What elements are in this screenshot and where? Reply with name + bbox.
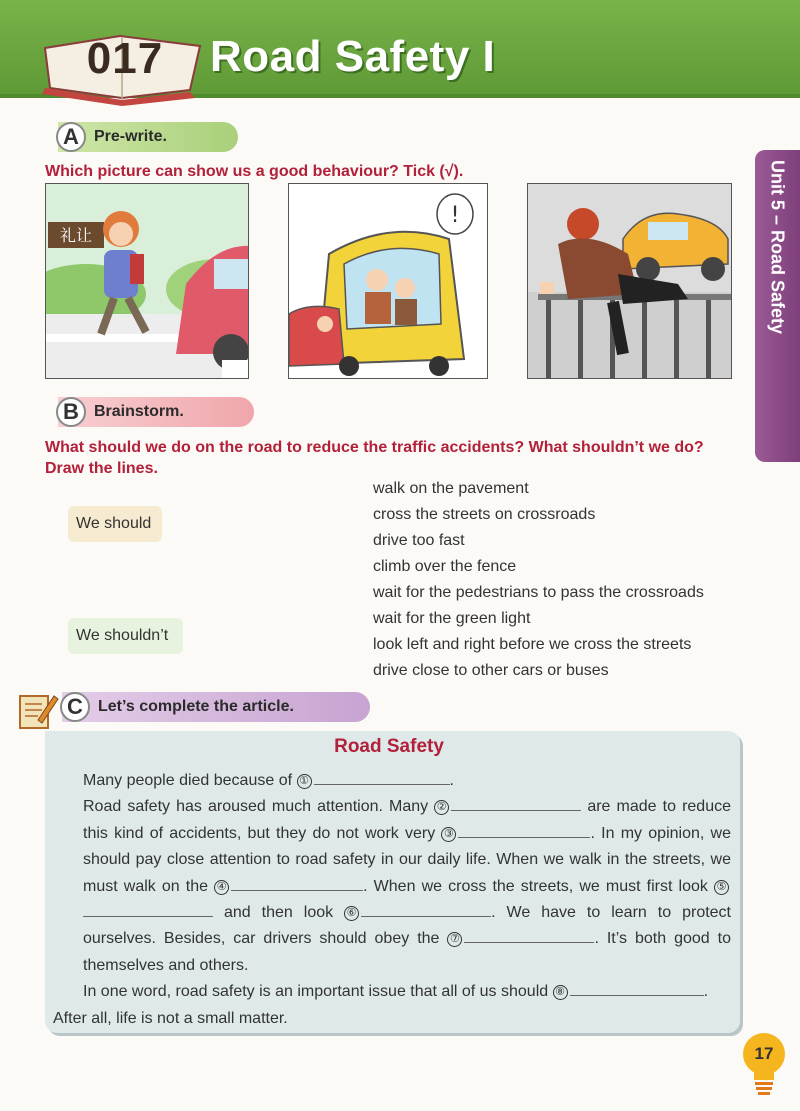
- speech-bubble-text: !: [450, 203, 460, 228]
- picture-bus-close[interactable]: [288, 183, 488, 379]
- sign-text: 礼让: [59, 226, 93, 245]
- picture-girl-crossing[interactable]: [45, 183, 249, 379]
- article-body: [53, 768, 731, 1032]
- article-text: . When we cross the streets, we must first look: [363, 877, 708, 895]
- article-text: . In my opinion, we should pay close attention to road safety in our daily life. When we walk in the streets, we must walk on the: [83, 824, 732, 895]
- action-item[interactable]: wait for the pedestrians to pass the crossroads: [373, 584, 704, 601]
- we-should-box[interactable]: We should: [68, 506, 162, 542]
- article-text: Many people died because of: [83, 772, 293, 789]
- blank-number: ⑦: [447, 932, 462, 947]
- action-item[interactable]: drive close to other cars or buses: [373, 662, 609, 679]
- blank-8-input[interactable]: [570, 979, 704, 996]
- section-a-letter: A: [56, 122, 86, 152]
- blank-number: ⑤: [714, 880, 729, 895]
- page-number: 17: [754, 1044, 774, 1063]
- article-text: . We have to learn to protect ourselves. Besides, car drivers should obey the: [83, 904, 731, 948]
- blank-4-input[interactable]: [231, 874, 363, 891]
- action-item[interactable]: wait for the green light: [373, 610, 531, 627]
- article-paragraph: [53, 794, 731, 979]
- blank-number: ④: [214, 880, 229, 895]
- section-b-question: What should we do on the road to reduce the traffic accidents? What shouldn’t we do? Draw the lines.: [45, 439, 704, 477]
- lesson-number: 017: [86, 34, 164, 83]
- article-closing: After all, life is not a small matter.: [53, 1009, 288, 1027]
- blank-number: ③: [441, 827, 456, 842]
- article-text: In one word, road safety is an important issue that all of us should: [83, 983, 549, 1001]
- section-a-label: Pre-write.: [94, 128, 167, 145]
- section-c-letter: C: [60, 692, 90, 722]
- article-text: are made to reduce this kind of accidents, but they do not work very: [83, 798, 731, 842]
- article-text: . It’s both good to themselves and others.: [83, 930, 732, 974]
- action-item[interactable]: walk on the pavement: [373, 480, 529, 497]
- blank-3-input[interactable]: [458, 821, 590, 838]
- we-shouldnt-box[interactable]: We shouldn’t: [68, 618, 183, 654]
- article-text: and then look: [223, 904, 334, 922]
- blank-number: ⑧: [553, 985, 568, 1000]
- section-b-header: [58, 397, 254, 427]
- article-title: Road Safety: [334, 736, 444, 757]
- action-item[interactable]: drive too fast: [373, 532, 465, 549]
- section-b-letter: B: [56, 397, 86, 427]
- article-paragraph: In one word, road safety is an important issue that all of us should ⑧ .: [53, 979, 731, 1005]
- section-c-label: Let’s complete the article.: [98, 698, 294, 715]
- action-item[interactable]: look left and right before we cross the streets: [373, 636, 692, 653]
- blank-number: ②: [434, 800, 449, 815]
- action-item[interactable]: cross the streets on crossroads: [373, 506, 596, 523]
- blank-number: ⑥: [344, 906, 359, 921]
- action-item[interactable]: climb over the fence: [373, 558, 517, 575]
- blank-2-input[interactable]: [451, 794, 581, 811]
- blank-1-input[interactable]: [314, 768, 450, 785]
- section-a-question: Which picture can show us a good behaviour? Tick (√).: [45, 163, 464, 180]
- blank-7-input[interactable]: [464, 926, 594, 943]
- blank-number: ①: [297, 774, 312, 789]
- article-text: Road safety has aroused much attention. Many: [83, 798, 429, 816]
- article-paragraph: Many people died because of ① .: [53, 768, 731, 794]
- section-c-header: [62, 692, 370, 722]
- picture-boy-climbing-fence[interactable]: [527, 183, 732, 379]
- writing-pencil-icon: [18, 690, 60, 730]
- section-b-label: Brainstorm.: [94, 403, 184, 420]
- action-list: [373, 476, 704, 684]
- blank-5-input[interactable]: [83, 900, 213, 917]
- blank-6-input[interactable]: [361, 900, 491, 917]
- unit-tab-label: Unit 5 – Road Safety: [767, 160, 788, 335]
- section-a-header: [58, 122, 238, 152]
- lightbulb-icon: [741, 1032, 787, 1098]
- page-title: Road Safety I: [210, 32, 496, 81]
